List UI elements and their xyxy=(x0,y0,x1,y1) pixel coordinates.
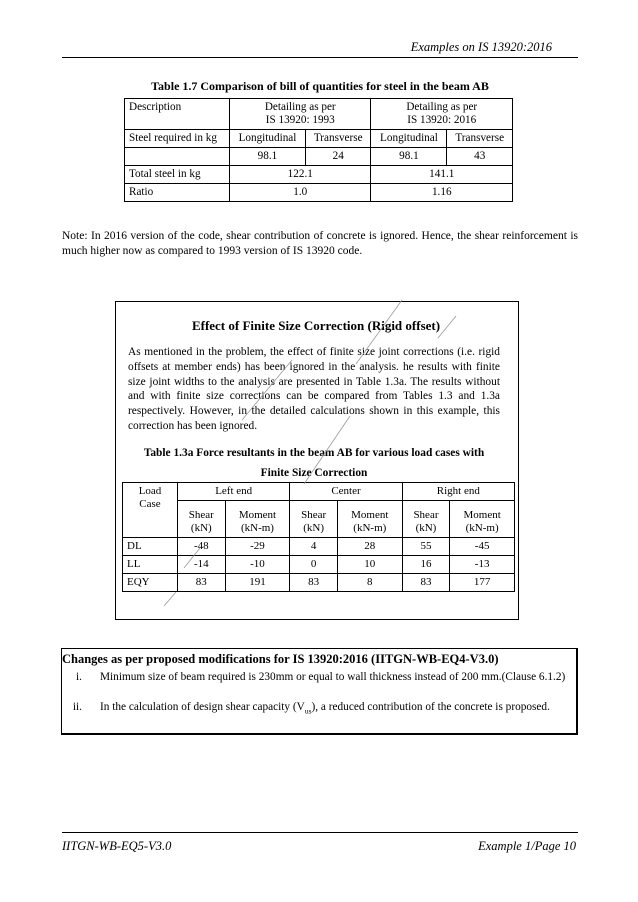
table-cell: Moment (kN-m) xyxy=(450,501,515,538)
table-cell: 98.1 xyxy=(371,148,447,166)
list-item-text xyxy=(100,700,576,719)
table-cell: 122.1 xyxy=(230,166,371,184)
strike-line xyxy=(356,300,402,364)
table-cell: Shear (kN) xyxy=(178,501,226,538)
table-cell: Right end xyxy=(402,483,514,501)
table-cell: EQY xyxy=(123,574,178,592)
table-cell: DL xyxy=(123,538,178,556)
footer-page-number: Example 1/Page 10 xyxy=(478,839,576,853)
table-cell: Longitudinal xyxy=(230,130,306,148)
table-cell: Detailing as per IS 13920: 1993 xyxy=(230,99,371,130)
strike-line xyxy=(304,416,350,484)
table-cell: 1.0 xyxy=(230,184,371,202)
strike-line xyxy=(438,316,456,338)
table-cell: 10 xyxy=(337,556,402,574)
table-cell: 43 xyxy=(447,148,513,166)
table-cell: -29 xyxy=(225,538,290,556)
table-cell: Moment (kN-m) xyxy=(225,501,290,538)
subscript: us xyxy=(304,706,312,716)
table-cell: Shear (kN) xyxy=(402,501,450,538)
strike-line xyxy=(242,360,292,420)
table-cell: 28 xyxy=(337,538,402,556)
table-cell: 4 xyxy=(290,538,338,556)
text-segment: In the calculation of design shear capacity (V xyxy=(100,701,305,713)
table-cell: 83 xyxy=(402,574,450,592)
table-cell: Left end xyxy=(178,483,290,501)
table-cell: 8 xyxy=(337,574,402,592)
table-cell: 16 xyxy=(402,556,450,574)
table-cell: LL xyxy=(123,556,178,574)
table-cell: Steel required in kg xyxy=(125,130,230,148)
table-cell: -14 xyxy=(178,556,226,574)
table-cell: 98.1 xyxy=(230,148,306,166)
table-cell: Moment (kN-m) xyxy=(337,501,402,538)
table-cell: 191 xyxy=(225,574,290,592)
table-cell: 1.16 xyxy=(371,184,513,202)
table-cell: Transverse xyxy=(447,130,513,148)
table-cell: 83 xyxy=(178,574,226,592)
footer-divider xyxy=(62,832,578,833)
table-cell: 141.1 xyxy=(371,166,513,184)
table-cell: Shear (kN) xyxy=(290,501,338,538)
list-item-number: i. xyxy=(76,671,82,683)
table-cell: 83 xyxy=(290,574,338,592)
table-cell: Transverse xyxy=(305,130,371,148)
table-cell: 0 xyxy=(290,556,338,574)
table-cell: Ratio xyxy=(125,184,230,202)
finite-size-paragraph: As mentioned in the problem, the effect of finite size joint corrections (i.e. rigid offsets at member ends) has been ignored in the analysis. he results with finite size joint widths to the analysis are presented in Table 1.3a. The results without and with finite size corrections can be compared from Tables 1.3 and 1.3a respectively. However, in the detailed calculations shown in this example, this correction has been ignored. xyxy=(128,346,500,432)
table-cell: -48 xyxy=(178,538,226,556)
table-1-7-caption: Table 1.7 Comparison of bill of quantities for steel in the beam AB xyxy=(151,79,489,93)
finite-size-title: Effect of Finite Size Correction (Rigid offset) xyxy=(191,318,441,333)
page-header-title: Examples on IS 13920:2016 xyxy=(410,40,552,54)
table-cell: Total steel in kg xyxy=(125,166,230,184)
list-item-text: Minimum size of beam required is 230mm or equal to wall thickness instead of 200 mm.(Clause 6.1.2) xyxy=(100,671,566,683)
note-paragraph: Note: In 2016 version of the code, shear contribution of concrete is ignored. Hence, the shear reinforcement is much higher now as compared to 1993 version of IS 13920 code. xyxy=(62,230,578,257)
table-cell: Load Case xyxy=(123,483,178,538)
table-cell: Detailing as per IS 13920: 2016 xyxy=(371,99,513,130)
table-cell: Description xyxy=(125,99,230,130)
list-item-number: ii. xyxy=(72,701,82,713)
strike-line xyxy=(184,548,200,568)
changes-title: Changes as per proposed modifications for IS 13920:2016 (IITGN-WB-EQ4-V3.0) xyxy=(62,652,499,666)
table-cell: 177 xyxy=(450,574,515,592)
table-cell: 24 xyxy=(305,148,371,166)
table-cell: Center xyxy=(290,483,402,501)
text-segment: ), a reduced contribution of the concrete is proposed. xyxy=(311,701,550,713)
table-cell: 55 xyxy=(402,538,450,556)
footer-doc-id: IITGN-WB-EQ5-V3.0 xyxy=(62,839,172,853)
table-cell: -13 xyxy=(450,556,515,574)
caption-line: Finite Size Correction xyxy=(260,467,368,479)
caption-line: Table 1.3a Force resultants in the beam AB for various load cases with xyxy=(143,447,485,459)
table-cell: -45 xyxy=(450,538,515,556)
table-cell: -10 xyxy=(225,556,290,574)
table-cell: Longitudinal xyxy=(371,130,447,148)
strike-line xyxy=(164,592,176,606)
